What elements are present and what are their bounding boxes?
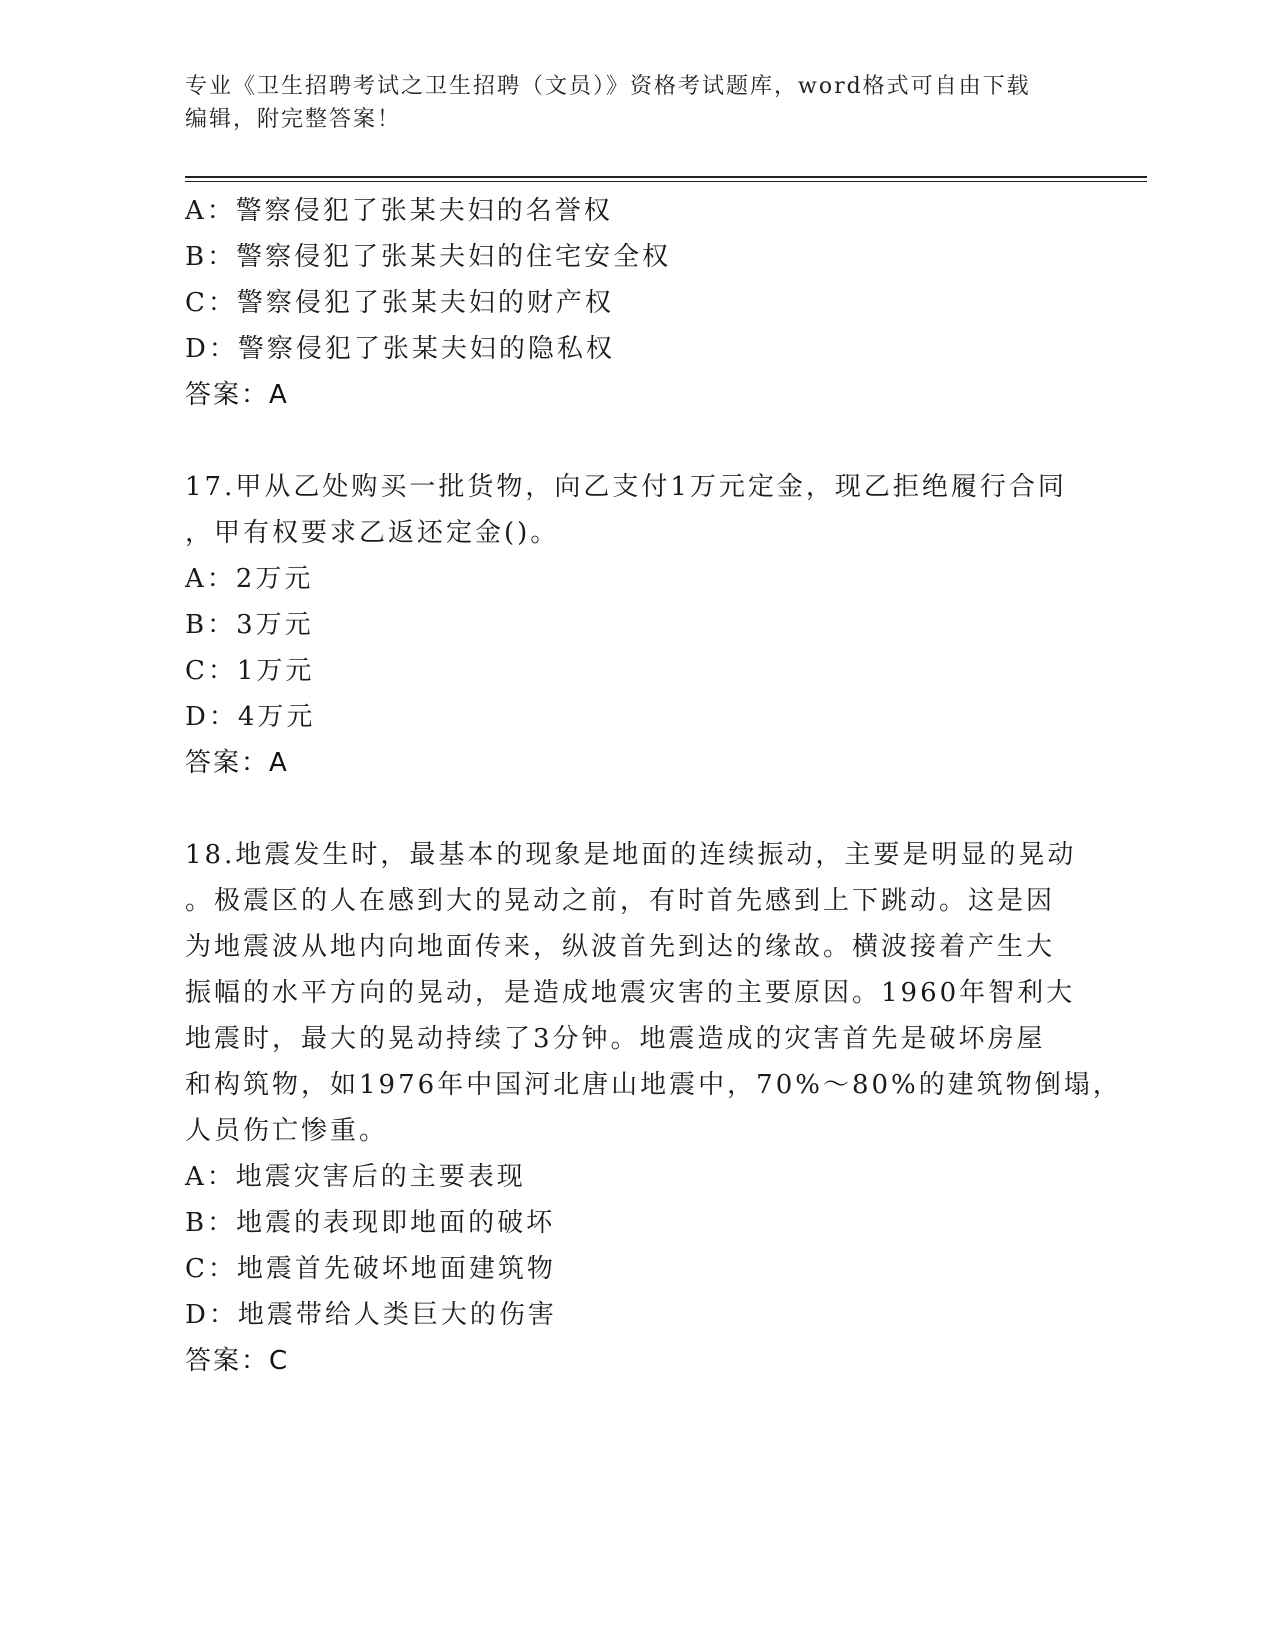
question-18-block <box>185 832 1122 1384</box>
q18-question-line-2: 。极震区的人在感到大的晃动之前，有时首先感到上下跳动。这是因 <box>185 886 1056 916</box>
q17-option-b: B：3万元 <box>185 610 314 640</box>
q17-option-c: C：1万元 <box>185 656 315 686</box>
q17-question-line-2: ，甲有权要求乙返还定金()。 <box>185 518 560 548</box>
spacer <box>185 786 1085 832</box>
q18-question-line-4: 振幅的水平方向的晃动，是造成地震灾害的主要原因。1960年智利大 <box>185 978 1076 1008</box>
q18-question-line-7: 人员伤亡惨重。 <box>185 1116 389 1146</box>
question-17-block <box>185 464 1085 786</box>
q18-option-c: C：地震首先破坏地面建筑物 <box>185 1254 556 1284</box>
q16-option-b: B：警察侵犯了张某夫妇的住宅安全权 <box>185 242 672 272</box>
header-line-2: 编辑，附完整答案！ <box>185 107 402 132</box>
q18-option-a: A：地震灾害后的主要表现 <box>185 1162 526 1192</box>
q18-question-line-3: 为地震波从地内向地面传来，纵波首先到达的缘故。横波接着产生大 <box>185 932 1056 962</box>
q17-answer: 答案：A <box>185 748 289 778</box>
header-divider-thin <box>185 181 1147 182</box>
q16-option-c: C：警察侵犯了张某夫妇的财产权 <box>185 288 614 318</box>
spacer <box>185 418 1085 464</box>
q18-question-line-1: 18.地震发生时，最基本的现象是地面的连续振动，主要是明显的晃动 <box>185 840 1077 870</box>
q16-answer: 答案：A <box>185 380 289 410</box>
q18-answer: 答案：C <box>185 1346 290 1376</box>
q18-option-b: B：地震的表现即地面的破坏 <box>185 1208 556 1238</box>
q16-option-a: A：警察侵犯了张某夫妇的名誉权 <box>185 196 613 226</box>
q16-option-d: D：警察侵犯了张某夫妇的隐私权 <box>185 334 615 364</box>
q18-question-line-5: 地震时，最大的晃动持续了3分钟。地震造成的灾害首先是破坏房屋 <box>185 1024 1046 1054</box>
header-divider-thick <box>185 176 1147 178</box>
q18-question-line-6: 和构筑物，如1976年中国河北唐山地震中，70%～80%的建筑物倒塌， <box>185 1070 1122 1100</box>
question-content <box>185 188 1122 1384</box>
q17-question-line-1: 17.甲从乙处购买一批货物，向乙支付1万元定金，现乙拒绝履行合同 <box>185 472 1067 502</box>
document-header <box>185 70 1085 136</box>
question-16-block <box>185 188 1085 418</box>
q17-option-d: D：4万元 <box>185 702 316 732</box>
q17-option-a: A：2万元 <box>185 564 314 594</box>
header-line-1: 专业《卫生招聘考试之卫生招聘（文员）》资格考试题库，word格式可自由下载 <box>185 74 1031 99</box>
q18-option-d: D：地震带给人类巨大的伤害 <box>185 1300 557 1330</box>
